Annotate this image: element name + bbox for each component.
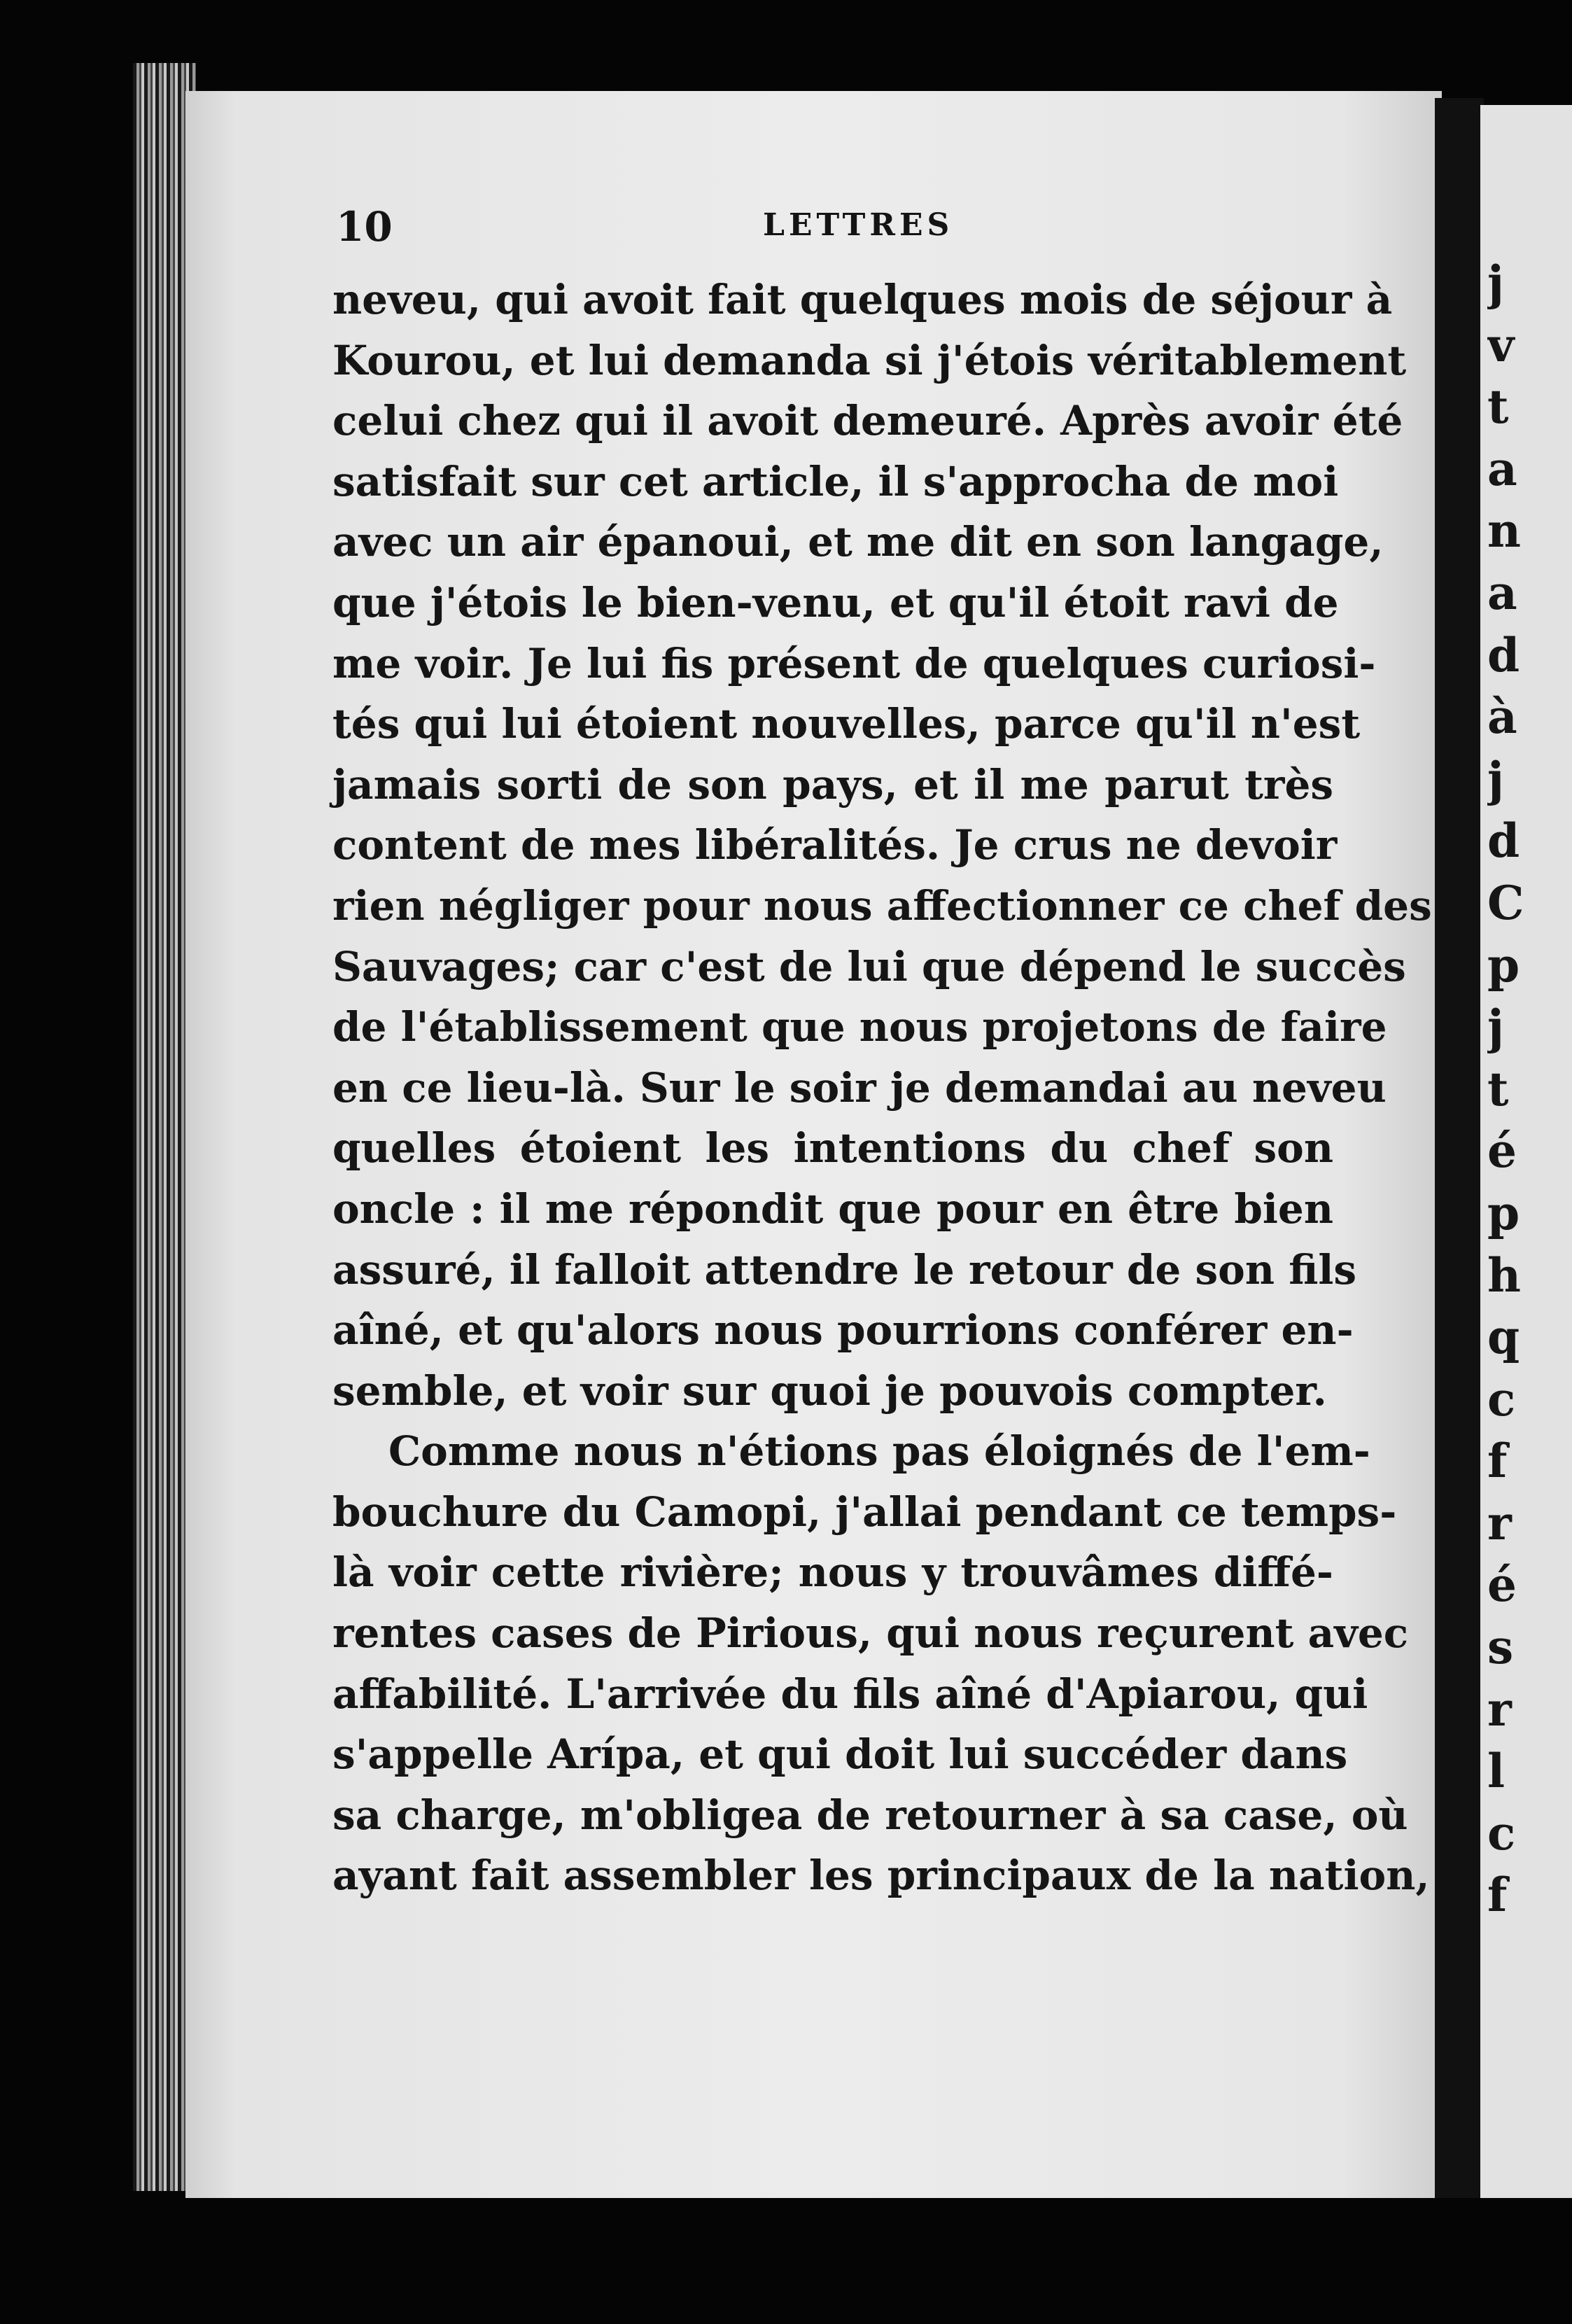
text-line: quelles étoient les intentions du chef son — [332, 1124, 1333, 1172]
text-line: sa charge, m'obligea de retourner à sa case, où — [332, 1791, 1408, 1839]
text-line: ayant fait assembler les principaux de la nation, — [332, 1851, 1430, 1900]
page-number: 10 — [336, 203, 393, 251]
spine-shadow — [1435, 98, 1484, 2198]
text-line: jamais sorti de son pays, et il me parut très — [332, 760, 1333, 808]
text-line: neveu, qui avoit fait quelques mois de séjour à — [332, 276, 1393, 323]
text-line: semble, et voir sur quoi je pouvois compter. — [332, 1366, 1327, 1415]
running-head: LETTRES — [763, 207, 954, 243]
text-line: oncle : il me répondit que pour en être bien — [332, 1184, 1333, 1233]
text-line: avec un air épanoui, et me dit en son langage, — [332, 518, 1384, 566]
page-header — [329, 203, 1337, 259]
page-body-text — [332, 270, 1432, 1906]
text-line: affabilité. L'arrivée du fils aîné d'Apiarou, qui — [332, 1670, 1368, 1718]
text-line: celui chez qui il avoit demeuré. Après avoir été — [332, 397, 1403, 445]
text-line: Kourou, et lui demanda si j'étois véritablement — [332, 336, 1407, 384]
text-line: me voir. Je lui fis présent de quelques curiosi- — [332, 639, 1376, 687]
text-line: tés qui lui étoient nouvelles, parce qu'il n'est — [332, 700, 1361, 748]
text-line: rentes cases de Pirious, qui nous reçurent avec — [332, 1609, 1409, 1658]
text-line: de l'établissement que nous projetons de faire — [332, 1003, 1387, 1051]
facing-page-text-fragment: j v t a n a d à j d C p j t é p h q c f r é s r l c f — [1487, 255, 1524, 1923]
text-line: Sauvages; car c'est de lui que dépend le succès — [332, 942, 1406, 990]
text-line: content de mes libéralités. Je crus ne devoir — [332, 821, 1338, 869]
text-line: que j'étois le bien-venu, et qu'il étoit ravi de — [332, 578, 1339, 626]
text-line: Comme nous n'étions pas éloignés de l'em- — [388, 1427, 1370, 1476]
text-line: rien négliger pour nous affectionner ce chef des — [332, 881, 1432, 930]
text-line: aîné, et qu'alors nous pourrions conférer en- — [332, 1306, 1354, 1354]
text-line: satisfait sur cet article, il s'approcha de moi — [332, 457, 1339, 505]
text-line: en ce lieu-là. Sur le soir je demandai au neveu — [332, 1063, 1387, 1112]
text-line: assuré, il falloit attendre le retour de son fils — [332, 1245, 1357, 1294]
text-line: s'appelle Arípa, et qui doit lui succéder dans — [332, 1730, 1348, 1779]
text-line: là voir cette rivière; nous y trouvâmes diffé- — [332, 1548, 1333, 1597]
text-line: bouchure du Camopi, j'allai pendant ce temps- — [332, 1488, 1397, 1536]
